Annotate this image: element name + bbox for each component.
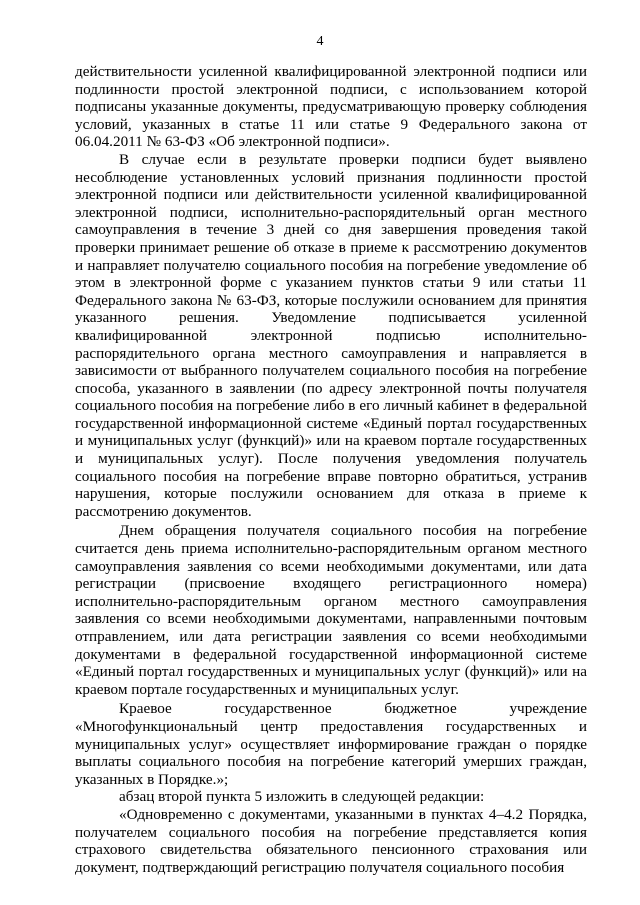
paragraph-3: Днем обращения получателя социального пособия на погребение считается день приема исполнительно-распорядительным органом местного самоуправления заявления со всеми необходимыми документами, или дата регистрации (присвоение входящего регистрационного номера) исполнительно-распорядительным органом местного самоуправления заявления со всеми необходимыми документами, направленными почтовым отправлением, или дата регистрации заявления со всеми необходимыми документами в федеральной государственной информационной системе «Единый портал государственных и муниципальных услуг (функций)» или на краевом портале государственных и муниципальных услуг. (75, 522, 587, 698)
paragraph-2: В случае если в результате проверки подписи будет выявлено несоблюдение установленных условий признания подлинности простой электронной подписи или действительности усиленной квалифицированной электронной подписи, исполнительно-распорядительный орган местного самоуправления в течение 3 дней со дня завершения проведения такой проверки принимает решение об отказе в приеме к рассмотрению документов и направляет получателю социального пособия на погребение уведомление об этом в электронной форме с указанием пунктов статьи 9 или статьи 11 Федерального закона № 63-ФЗ, которые послужили основанием для принятия указанного решения. Уведомление подписывается усиленной квалифицированной электронной подписью исполнительно-распорядительного органа местного самоуправления и направляется в зависимости от выбранного получателем социального пособия на погребение способа, указанного в заявлении (по адресу электронной почты получателя социального пособия на погребение либо в его личный кабинет в федеральной государственной информационной системе «Единый портал государственных и муниципальных услуг (функций)» или на краевом портале государственных и муниципальных услуг). После получения уведомления получатель социального пособия на погребение вправе повторно обратиться, устранив нарушения, которые послужили основанием для отказа в приеме к рассмотрению документов. (75, 150, 587, 520)
paragraph-1: действительности усиленной квалифицированной электронной подписи или подлинности простой электронной подписи, с использованием которой подписаны указанные документы, предусматривающую проверку соблюдения условий, указанных в статье 11 или статье 9 Федерального закона от 06.04.2011 № 63-ФЗ «Об электронной подписи». (75, 63, 587, 151)
paragraph-6: «Одновременно с документами, указанными в пунктах 4–4.2 Порядка, получателем социального пособия на погребение представляется копия страхового свидетельства обязательного пенсионного страхования или документ, подтверждающий регистрацию получателя социального пособия (75, 805, 587, 876)
paragraph-5: абзац второй пункта 5 изложить в следующей редакции: (119, 788, 485, 806)
page-number: 4 (316, 34, 324, 49)
paragraph-4: Краевое государственное бюджетное учреждение «Многофункциональный центр предоставления государственных и муниципальных услуг» осуществляет информирование граждан о порядке выплаты социального пособия на погребение категорий умерших граждан, указанных в Порядке.»; (75, 700, 587, 788)
document-body (75, 63, 587, 876)
